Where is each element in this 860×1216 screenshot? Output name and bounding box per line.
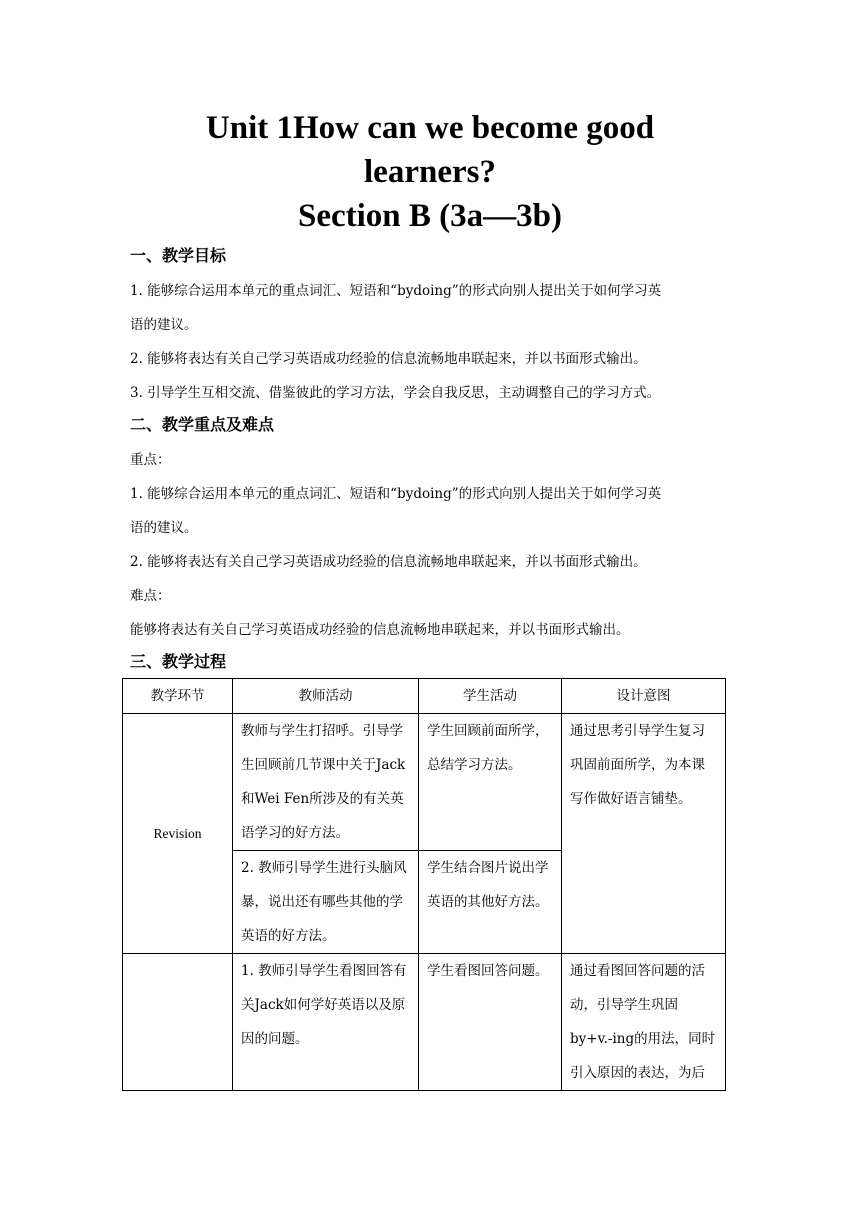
section-heading-process: 三、教学过程 bbox=[130, 652, 227, 671]
objective-line-4: 3. 引导学生互相交流、借鉴彼此的学习方法，学会自我反思，主动调整自己的学习方式。 bbox=[130, 385, 661, 401]
key-line-1: 1. 能够综合运用本单元的重点词汇、短语和“bydoing”的形式向别人提出关于如何学习英 bbox=[130, 486, 662, 502]
teacher-activity-cell: 2. 教师引导学生进行头脑风暴，说出还有哪些其他的学英语的好方法。 bbox=[233, 851, 419, 954]
key-line-2: 语的建议。 bbox=[130, 520, 198, 536]
student-activity-cell: 学生结合图片说出学英语的其他好方法。 bbox=[419, 851, 562, 954]
section-heading-objectives: 一、教学目标 bbox=[130, 246, 227, 265]
stage-cell bbox=[123, 954, 233, 1091]
teacher-activity-cell: 教师与学生打招呼。引导学生回顾前几节课中关于Jack和Wei Fen所涉及的有关英语学习的好方法。 bbox=[233, 714, 419, 851]
design-intent-cell: 通过看图回答问题的活动，引导学生巩固by+v.-ing的用法，同时引入原因的表达，为后 bbox=[562, 954, 726, 1091]
objective-line-2: 语的建议。 bbox=[130, 317, 198, 333]
student-activity-cell: 学生回顾前面所学，总结学习方法。 bbox=[419, 714, 562, 851]
header-teacher: 教师活动 bbox=[233, 679, 419, 714]
header-student: 学生活动 bbox=[419, 679, 562, 714]
document-title bbox=[130, 106, 730, 238]
title-line-2: learners? bbox=[364, 154, 496, 190]
title-line-1: Unit 1How can we become good bbox=[205, 110, 655, 146]
objective-line-3: 2. 能够将表达有关自己学习英语成功经验的信息流畅地串联起来，并以书面形式输出。 bbox=[130, 351, 647, 367]
student-activity-cell: 学生看图回答问题。 bbox=[419, 954, 562, 1091]
key-line-3: 2. 能够将表达有关自己学习英语成功经验的信息流畅地串联起来，并以书面形式输出。 bbox=[130, 554, 647, 570]
table-header-row bbox=[123, 679, 726, 714]
design-intent-cell: 通过思考引导学生复习巩固前面所学，为本课写作做好语言铺垫。 bbox=[562, 714, 726, 954]
process-table bbox=[122, 678, 726, 1091]
difficulty-text: 能够将表达有关自己学习英语成功经验的信息流畅地串联起来，并以书面形式输出。 bbox=[130, 622, 630, 638]
table-row bbox=[123, 714, 726, 851]
table-row bbox=[123, 954, 726, 1091]
stage-cell: Revision bbox=[123, 714, 233, 954]
header-intent: 设计意图 bbox=[562, 679, 726, 714]
section-heading-key-points: 二、教学重点及难点 bbox=[130, 415, 275, 434]
key-label: 重点： bbox=[130, 452, 171, 468]
objective-line-1: 1. 能够综合运用本单元的重点词汇、短语和“bydoing”的形式向别人提出关于如何学习英 bbox=[130, 283, 662, 299]
header-stage: 教学环节 bbox=[123, 679, 233, 714]
teacher-activity-cell: 1. 教师引导学生看图回答有关Jack如何学好英语以及原因的问题。 bbox=[233, 954, 419, 1091]
difficulty-label: 难点： bbox=[130, 588, 171, 604]
title-line-3: Section B (3a—3b) bbox=[298, 198, 562, 234]
